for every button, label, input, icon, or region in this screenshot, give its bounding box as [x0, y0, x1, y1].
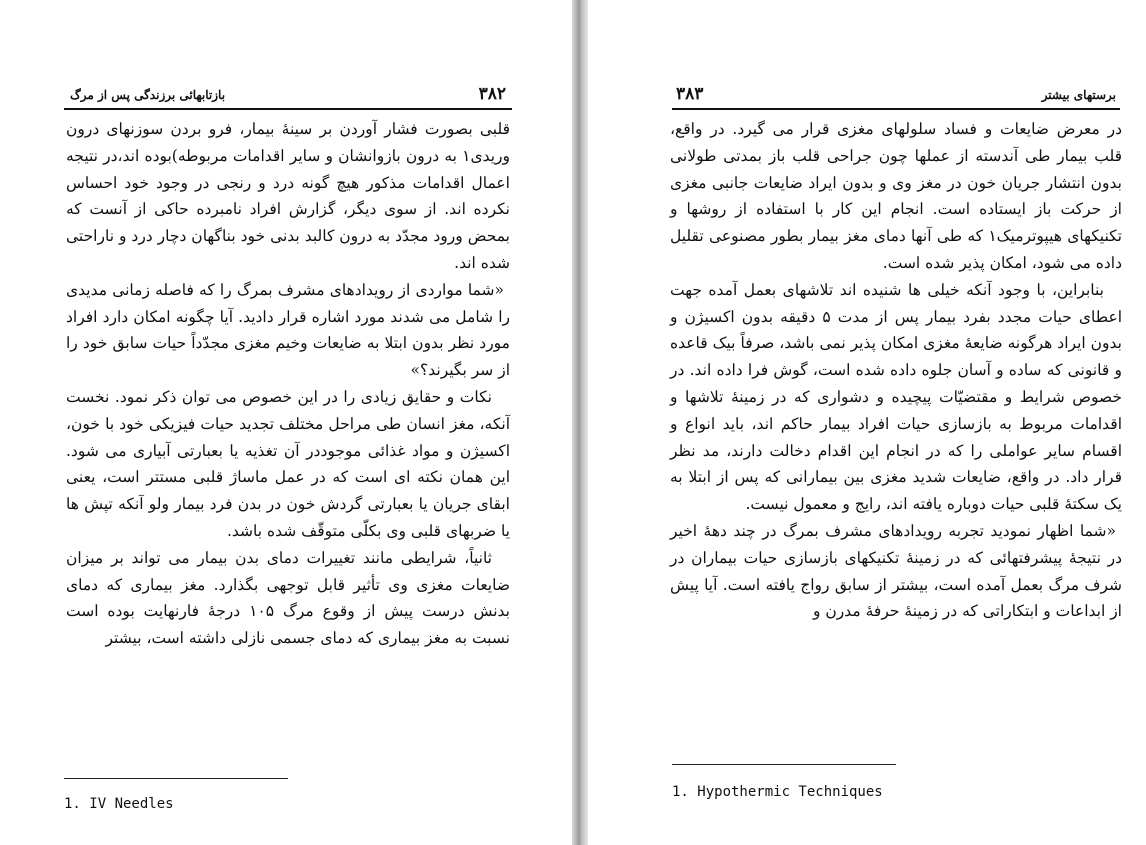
- book-gutter: [572, 0, 588, 845]
- left-body-text: [66, 116, 510, 652]
- left-paragraph-2: «شما مواردی از رویدادهای مشرف بمرگ را که فاصله زمانی مدیدی را شامل می شدند مورد اشاره قرار دادید. آیا چگونه امکان دارد افراد مورد نظر بدون ابتلا به ضایعات وخیم مغزی مجدّداً حیات سابق خود را از سر بگیرند؟»: [66, 280, 510, 380]
- right-paragraph-1: در معرض ضایعات و فساد سلولهای مغزی قرار می گیرد. در واقع، قلب بیمار طی آندسته از عملها چون جراحی قلب باز بمدتی طولانی بدون انتشار جریان خون در مغز وی و بدون ایراد ضایعات جانبی مغزی از حرکت باز ایستاده است. انجام این کار با استفاده از روشها و تکنیکهای هیپوترمیک۱ که طی آنها دمای مغز بیمار بطور مصنوعی تقلیل داده می شود، امکان پذیر شده است.: [670, 120, 1122, 272]
- right-page: [588, 0, 1146, 845]
- left-footnote-rule: [64, 778, 288, 779]
- left-paragraph-1: قلبی بصورت فشار آوردن بر سینهٔ بیمار، فرو بردن سوزنهای درون وریدی۱ به درون بازوانشان و سایر اقدامات مربوطه)بوده اند،در نتیجه اعمال اقدامات مذکور هیچ گونه درد و رنجی در وجود خود احساس نکرده اند. از سوی دیگر، گزارش افراد نامبرده حاکی از آنست که بمحض ورود مجدّد به درون کالبد بدنی خود بناگهان دچار درد و ناراحتی شده اند.: [66, 120, 510, 272]
- right-body-text: [670, 116, 1122, 625]
- right-footnote: 1. Hypothermic Techniques: [672, 784, 883, 800]
- right-paragraph-2: بنابراین، با وجود آنکه خیلی ها شنیده اند تلاشهای بعمل آمده جهت اعطای حیات مجدد بفرد بیمار پس از مدت ۵ دقیقه بدون اکسیژن و بدون ایراد هرگونه ضایعهٔ مغزی امکان پذیر نمی باشد، صرفاً بیک قاعده و قانونی که ساده و آسان جلوه داده شده است، گوش فرا داده اند. در خصوص شرایط و مقتضیّات پیچیده و دشواری که در زمینهٔ تلاشها و اقدامات مربوط به بازسازی حیات افراد بیمار حاکم اند، باید انواع و اقسام سایر عواملی را که در انجام این اقدام دخالت دارند، مد نظر قرار داد. در واقع، ضایعات شدید مغزی بین بیمارانی که پس از ابتلا به یک سکتهٔ قلبی حیات دوباره یافته اند، رایج و معمول نیست.: [670, 280, 1122, 514]
- right-footnote-rule: [672, 764, 896, 765]
- right-running-head: [672, 72, 1120, 110]
- left-running-title: بازتابهائی برزندگی پس از مرگ: [70, 88, 226, 102]
- left-page: [0, 0, 572, 845]
- right-paragraph-3: «شما اظهار نمودید تجربه رویدادهای مشرف بمرگ در چند دههٔ اخیر در نتیجهٔ پیشرفتهائی که در زمینهٔ تکنیکهای بازسازی حیات بیماران در شرف مرگ بعمل آمده است، بیشتر از سابق رواج یافته است. آیا پیش از ابداعات و ابتکاراتی که در زمینهٔ حرفهٔ مدرن و: [670, 521, 1122, 621]
- left-page-number: ۳۸۲: [478, 84, 506, 104]
- left-paragraph-4: ثانیاً، شرایطی مانند تغییرات دمای بدن بیمار می تواند بر میزان ضایعات مغزی وی تأثیر قابل توجهی بگذارد. مغز بیماری که دمای بدنش درست پیش از وقوع مرگ ۱۰۵ درجهٔ فارنهایت بوده است نسبت به مغز بیماری که دمای جسمی نازلی داشته است، بیشتر: [66, 548, 510, 648]
- left-paragraph-3: نکات و حقایق زیادی را در این خصوص می توان ذکر نمود. نخست آنکه، مغز انسان طی مراحل مختلف تجدید حیات فیزیکی خود با خون، اکسیژن و مواد غذائی موجوددر آن تغذیه یا بعبارتی آبیاری می شود. این همان نکته ای است که در عمل ماساژ قلبی مستتر است، یعنی ابقای جریان یا بعبارتی گردش خون در بدن فرد بیمار ولو آنکه تپش ها یا ضربهای قلبی وی بکلّی متوقّف شده باشد.: [66, 387, 510, 540]
- right-page-number: ۳۸۳: [676, 84, 704, 104]
- right-running-title: برستهای بیشتر: [1041, 88, 1116, 102]
- left-running-head: [64, 72, 512, 110]
- left-footnote: 1. IV Needles: [64, 796, 174, 812]
